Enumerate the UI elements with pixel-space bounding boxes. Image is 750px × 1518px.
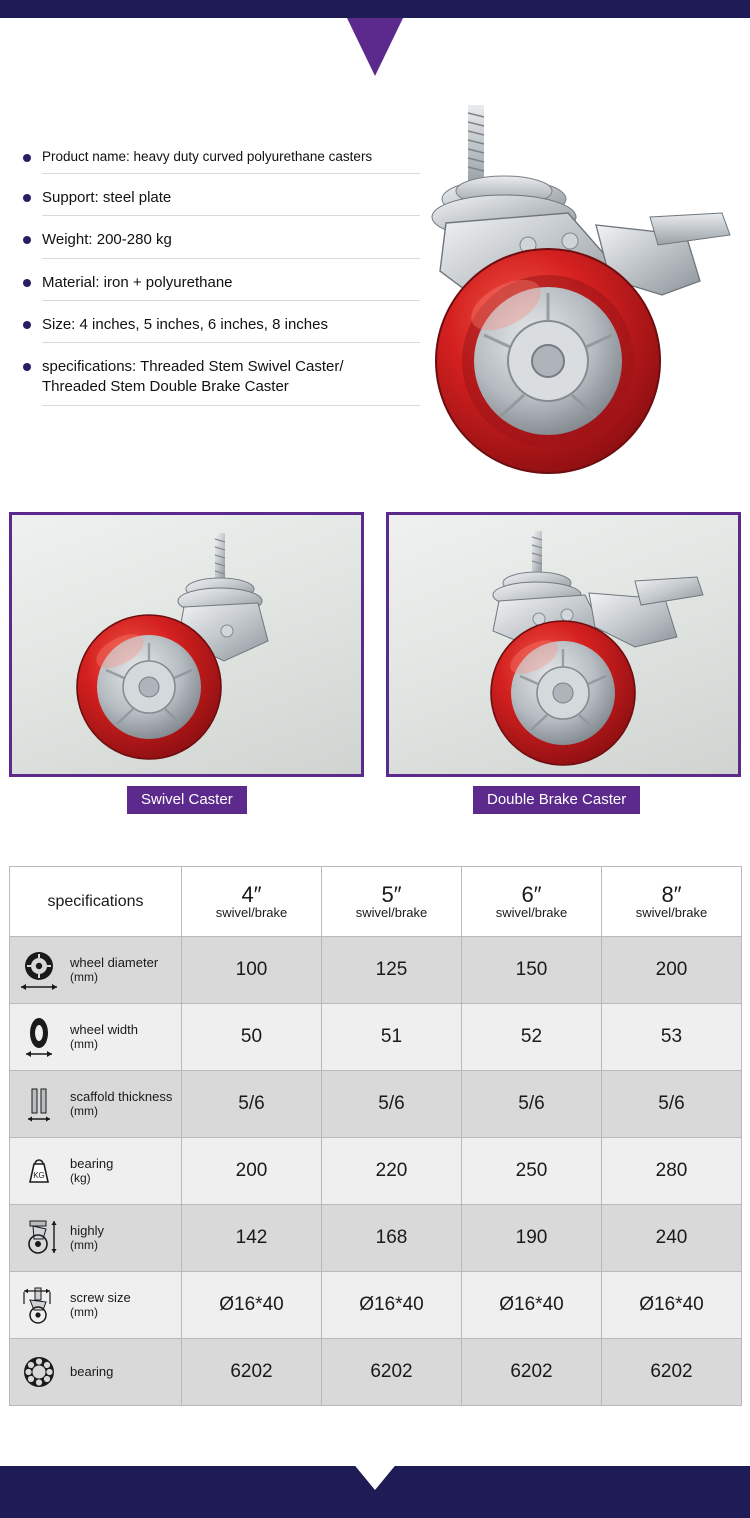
header-size-sub: swivel/brake <box>495 905 568 921</box>
top-arrow-decoration <box>347 18 403 76</box>
specification-table-wrap <box>9 866 741 1406</box>
bullet-icon <box>23 279 31 287</box>
header-size-sub: swivel/brake <box>635 905 708 921</box>
row-label-text <box>70 1291 131 1320</box>
spec-underline <box>42 400 420 406</box>
cell-value: 200 <box>602 937 742 1004</box>
spec-underline <box>42 295 420 301</box>
row-label-unit: (mm) <box>70 1304 98 1319</box>
cell-value: 5/6 <box>322 1071 462 1138</box>
product-photo-row <box>0 512 750 782</box>
header-size-value: 8″ <box>661 882 682 908</box>
spec-text: Material: iron + polyurethane <box>42 273 233 291</box>
row-label-height <box>10 1205 182 1272</box>
spec-item <box>20 148 420 174</box>
row-label-text <box>70 1157 113 1186</box>
spec-underline <box>42 337 420 343</box>
cell-value: Ø16*40 <box>602 1272 742 1339</box>
spec-item <box>20 315 420 343</box>
caption-double-brake-caster: Double Brake Caster <box>473 786 640 814</box>
row-label-wheel-diameter <box>10 937 182 1004</box>
table-row <box>10 1004 742 1071</box>
cell-value: 53 <box>602 1004 742 1071</box>
bullet-icon <box>23 154 31 162</box>
cell-value: 52 <box>462 1004 602 1071</box>
table-body <box>10 937 742 1406</box>
cell-value: 6202 <box>322 1339 462 1406</box>
table-row <box>10 1071 742 1138</box>
row-label-name: wheel width <box>70 1021 138 1037</box>
row-label-text <box>70 1023 138 1052</box>
spec-underline <box>42 253 420 259</box>
bullet-icon <box>23 363 31 371</box>
photo-swivel-caster <box>9 512 364 777</box>
cell-value: 240 <box>602 1205 742 1272</box>
row-label-name: screw size <box>70 1289 131 1305</box>
header-size-sub: swivel/brake <box>355 905 428 921</box>
spec-text: specifications: Threaded Stem Swivel Caster/ <box>42 358 344 376</box>
row-label-screw-size <box>10 1272 182 1339</box>
cell-value: 5/6 <box>462 1071 602 1138</box>
spec-underline <box>42 168 420 174</box>
cell-value: 5/6 <box>182 1071 322 1138</box>
header-size-value: 4″ <box>241 882 262 908</box>
spec-item <box>20 188 420 216</box>
bullet-icon <box>23 321 31 329</box>
height-icon <box>16 1215 62 1261</box>
spec-text: Support: steel plate <box>42 189 172 207</box>
header-size-sub: swivel/brake <box>215 905 288 921</box>
spec-item <box>20 230 420 258</box>
screw-size-icon <box>16 1282 62 1328</box>
cell-value: 5/6 <box>602 1071 742 1138</box>
wheel-width-icon <box>16 1014 62 1060</box>
bullet-icon <box>23 194 31 202</box>
bottom-arrow-decoration <box>347 1456 403 1490</box>
header-specifications: specifications <box>10 867 182 937</box>
header-size-value: 5″ <box>381 882 402 908</box>
row-label-unit: (kg) <box>70 1170 91 1185</box>
table-row <box>10 1138 742 1205</box>
row-label-name: bearing <box>70 1155 114 1171</box>
ball-bearing-icon <box>16 1349 62 1395</box>
cell-value: 280 <box>602 1138 742 1205</box>
cell-value: 6202 <box>602 1339 742 1406</box>
cell-value: 100 <box>182 937 322 1004</box>
row-label-text <box>70 1365 113 1380</box>
cell-value: 142 <box>182 1205 322 1272</box>
spec-text: Weight: 200-280 kg <box>42 231 172 249</box>
table-row <box>10 937 742 1004</box>
bearing-weight-icon <box>16 1148 62 1194</box>
row-label-unit: (mm) <box>70 1103 98 1118</box>
spec-text-line2: Threaded Stem Double Brake Caster <box>42 378 289 396</box>
cell-value: 50 <box>182 1004 322 1071</box>
swivel-caster-illustration <box>12 515 361 774</box>
cell-value: 6202 <box>462 1339 602 1406</box>
row-label-wheel-width <box>10 1004 182 1071</box>
spec-item <box>20 357 420 406</box>
header-size-4 <box>182 867 322 937</box>
cell-value: 220 <box>322 1138 462 1205</box>
cell-value: 125 <box>322 937 462 1004</box>
row-label-unit: (mm) <box>70 969 98 984</box>
row-label-unit: (mm) <box>70 1036 98 1051</box>
cell-value: 200 <box>182 1138 322 1205</box>
row-label-text <box>70 1090 172 1119</box>
spec-item <box>20 273 420 301</box>
caster-with-brake-illustration <box>400 95 745 495</box>
spec-text: Product name: heavy duty curved polyurethane casters <box>42 149 373 164</box>
bullet-icon <box>23 236 31 244</box>
table-row <box>10 1339 742 1406</box>
double-brake-caster-illustration <box>389 515 738 774</box>
row-label-text <box>70 956 158 985</box>
table-row <box>10 1272 742 1339</box>
photo-double-brake-caster <box>386 512 741 777</box>
row-label-name: wheel diameter <box>70 954 159 970</box>
specification-table <box>9 866 742 1406</box>
row-label-bearing-kg <box>10 1138 182 1205</box>
header-size-value: 6″ <box>521 882 542 908</box>
wheel-diameter-icon <box>16 947 62 993</box>
row-label-ball-bearing <box>10 1339 182 1406</box>
photo-captions <box>0 786 750 820</box>
cell-value: 6202 <box>182 1339 322 1406</box>
cell-value: 190 <box>462 1205 602 1272</box>
cell-value: Ø16*40 <box>182 1272 322 1339</box>
hero-caster-image <box>400 95 745 495</box>
row-label-text <box>70 1224 104 1253</box>
cell-value: 168 <box>322 1205 462 1272</box>
table-row <box>10 1205 742 1272</box>
row-label-name: scaffold thickness <box>70 1088 173 1104</box>
table-header-row <box>10 867 742 937</box>
cell-value: 150 <box>462 937 602 1004</box>
cell-value: 250 <box>462 1138 602 1205</box>
table-head <box>10 867 742 937</box>
scaffold-thickness-icon <box>16 1081 62 1127</box>
caption-swivel-caster: Swivel Caster <box>127 786 247 814</box>
cell-value: 51 <box>322 1004 462 1071</box>
cell-value: Ø16*40 <box>462 1272 602 1339</box>
header-size-8 <box>602 867 742 937</box>
row-label-name: highly <box>70 1222 104 1238</box>
row-label-name: bearing <box>70 1363 114 1379</box>
spec-text: Size: 4 inches, 5 inches, 6 inches, 8 inches <box>42 315 328 333</box>
cell-value: Ø16*40 <box>322 1272 462 1339</box>
spec-underline <box>42 210 420 216</box>
row-label-scaffold-thickness <box>10 1071 182 1138</box>
header-size-6 <box>462 867 602 937</box>
product-spec-list <box>20 148 420 420</box>
svg-text:KG: KG <box>33 1171 45 1180</box>
row-label-unit: (mm) <box>70 1237 98 1252</box>
header-size-5 <box>322 867 462 937</box>
top-banner <box>0 0 750 18</box>
